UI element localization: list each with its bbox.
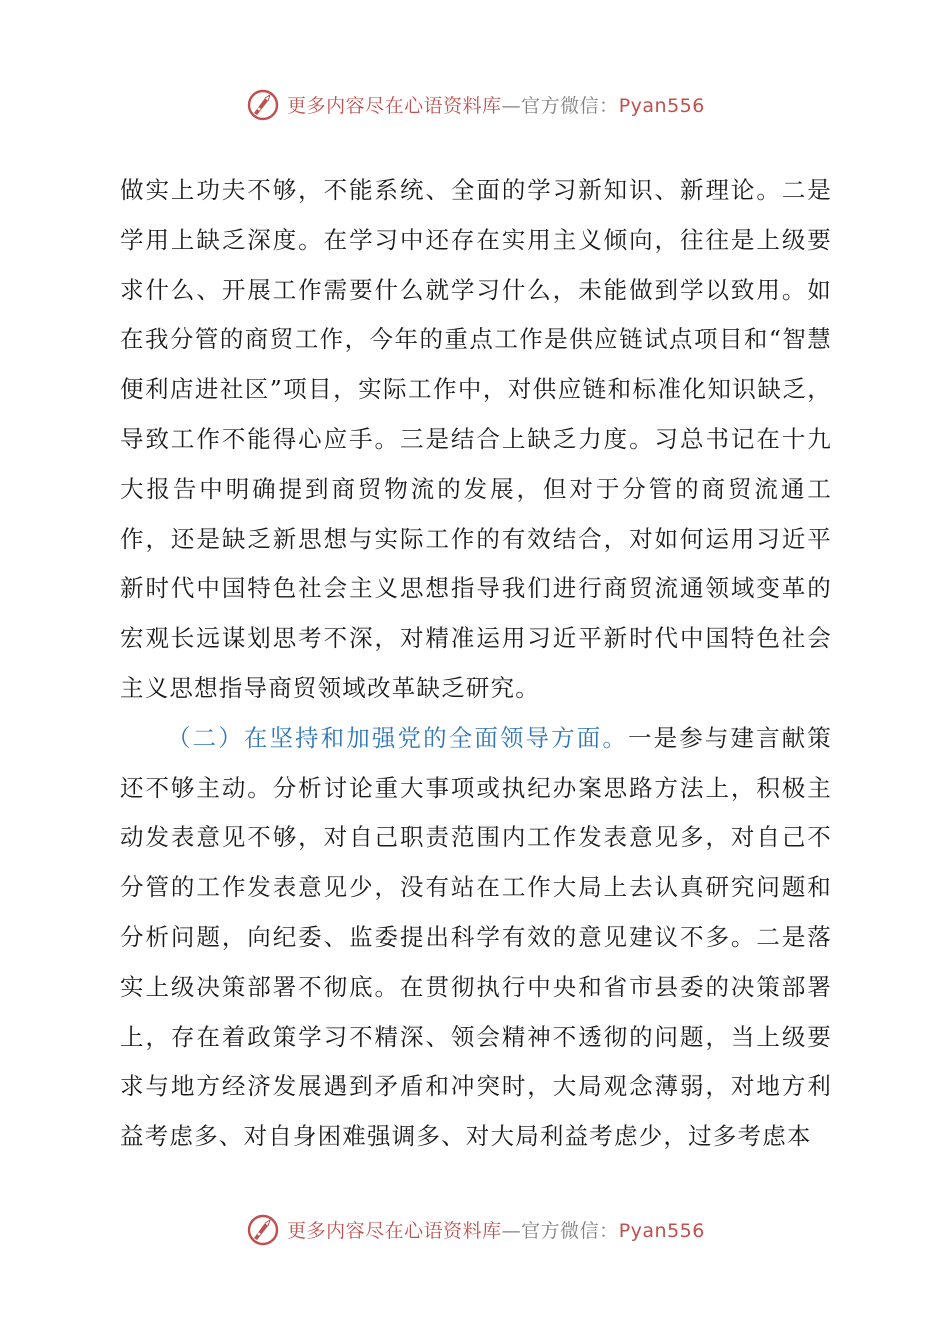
pen-nib-logo-icon — [245, 86, 281, 122]
paragraph-1: 做实上功夫不够，不能系统、全面的学习新知识、新理论。二是学用上缺乏深度。在学习中还存在实用主义倾向，往往是上级要求什么、开展工作需要什么就学习什么，未能做到学以致用。如在我分管的商贸工作，今年的重点工作是供应链试点项目和“智慧便利店进社区”项目，实际工作中，对供应链和标准化知识缺乏，导致工作不能得心应手。三是结合上缺乏力度。习总书记在十九大报告中明确提到商贸物流的发展，但对于分管的商贸流通工作，还是缺乏新思想与实际工作的有效结合，对如何运用习近平新时代中国特色社会主义思想指导我们进行商贸流通领域变革的宏观长远谋划思考不深，对精准运用习近平新时代中国特色社会主义思想指导商贸领域改革缺乏研究。 — [120, 176, 832, 702]
banner-wechat-id: Pyan556 — [618, 1219, 705, 1242]
banner-official-label: 官方微信： — [521, 1219, 619, 1242]
document-body — [120, 166, 832, 1162]
footer-banner — [0, 1209, 950, 1249]
banner-text — [287, 1216, 705, 1243]
banner-dash: — — [501, 94, 522, 117]
banner-main-text: 更多内容尽在心语资料库 — [287, 1219, 502, 1242]
banner-wechat-id: Pyan556 — [618, 94, 705, 117]
pen-nib-logo-icon — [245, 1211, 281, 1247]
section-heading: （二）在坚持和加强党的全面领导方面。 — [167, 723, 629, 752]
paragraph-2-text: 一是参与建言献策还不够主动。分析讨论重大事项或执纪办案思路方法上，积极主动发表意见不够，对自己职责范围内工作发表意见多，对自己不分管的工作发表意见少，没有站在工作大局上去认真研究问题和分析问题，向纪委、监委提出科学有效的意见建议不多。二是落实上级决策部署不彻底。在贯彻执行中央和省市县委的决策部署上，存在着政策学习不精深、领会精神不透彻的问题，当上级要求与地方经济发展遇到矛盾和冲突时，大局观念薄弱，对地方利益考虑多、对自身困难强调多、对大局利益考虑少，过多考虑本 — [120, 723, 832, 1151]
banner-official-label: 官方微信： — [521, 94, 619, 117]
banner-main-text: 更多内容尽在心语资料库 — [287, 94, 502, 117]
banner-text — [287, 91, 705, 118]
paragraph-2 — [120, 714, 832, 1162]
header-banner — [0, 84, 950, 124]
banner-dash: — — [501, 1219, 522, 1242]
